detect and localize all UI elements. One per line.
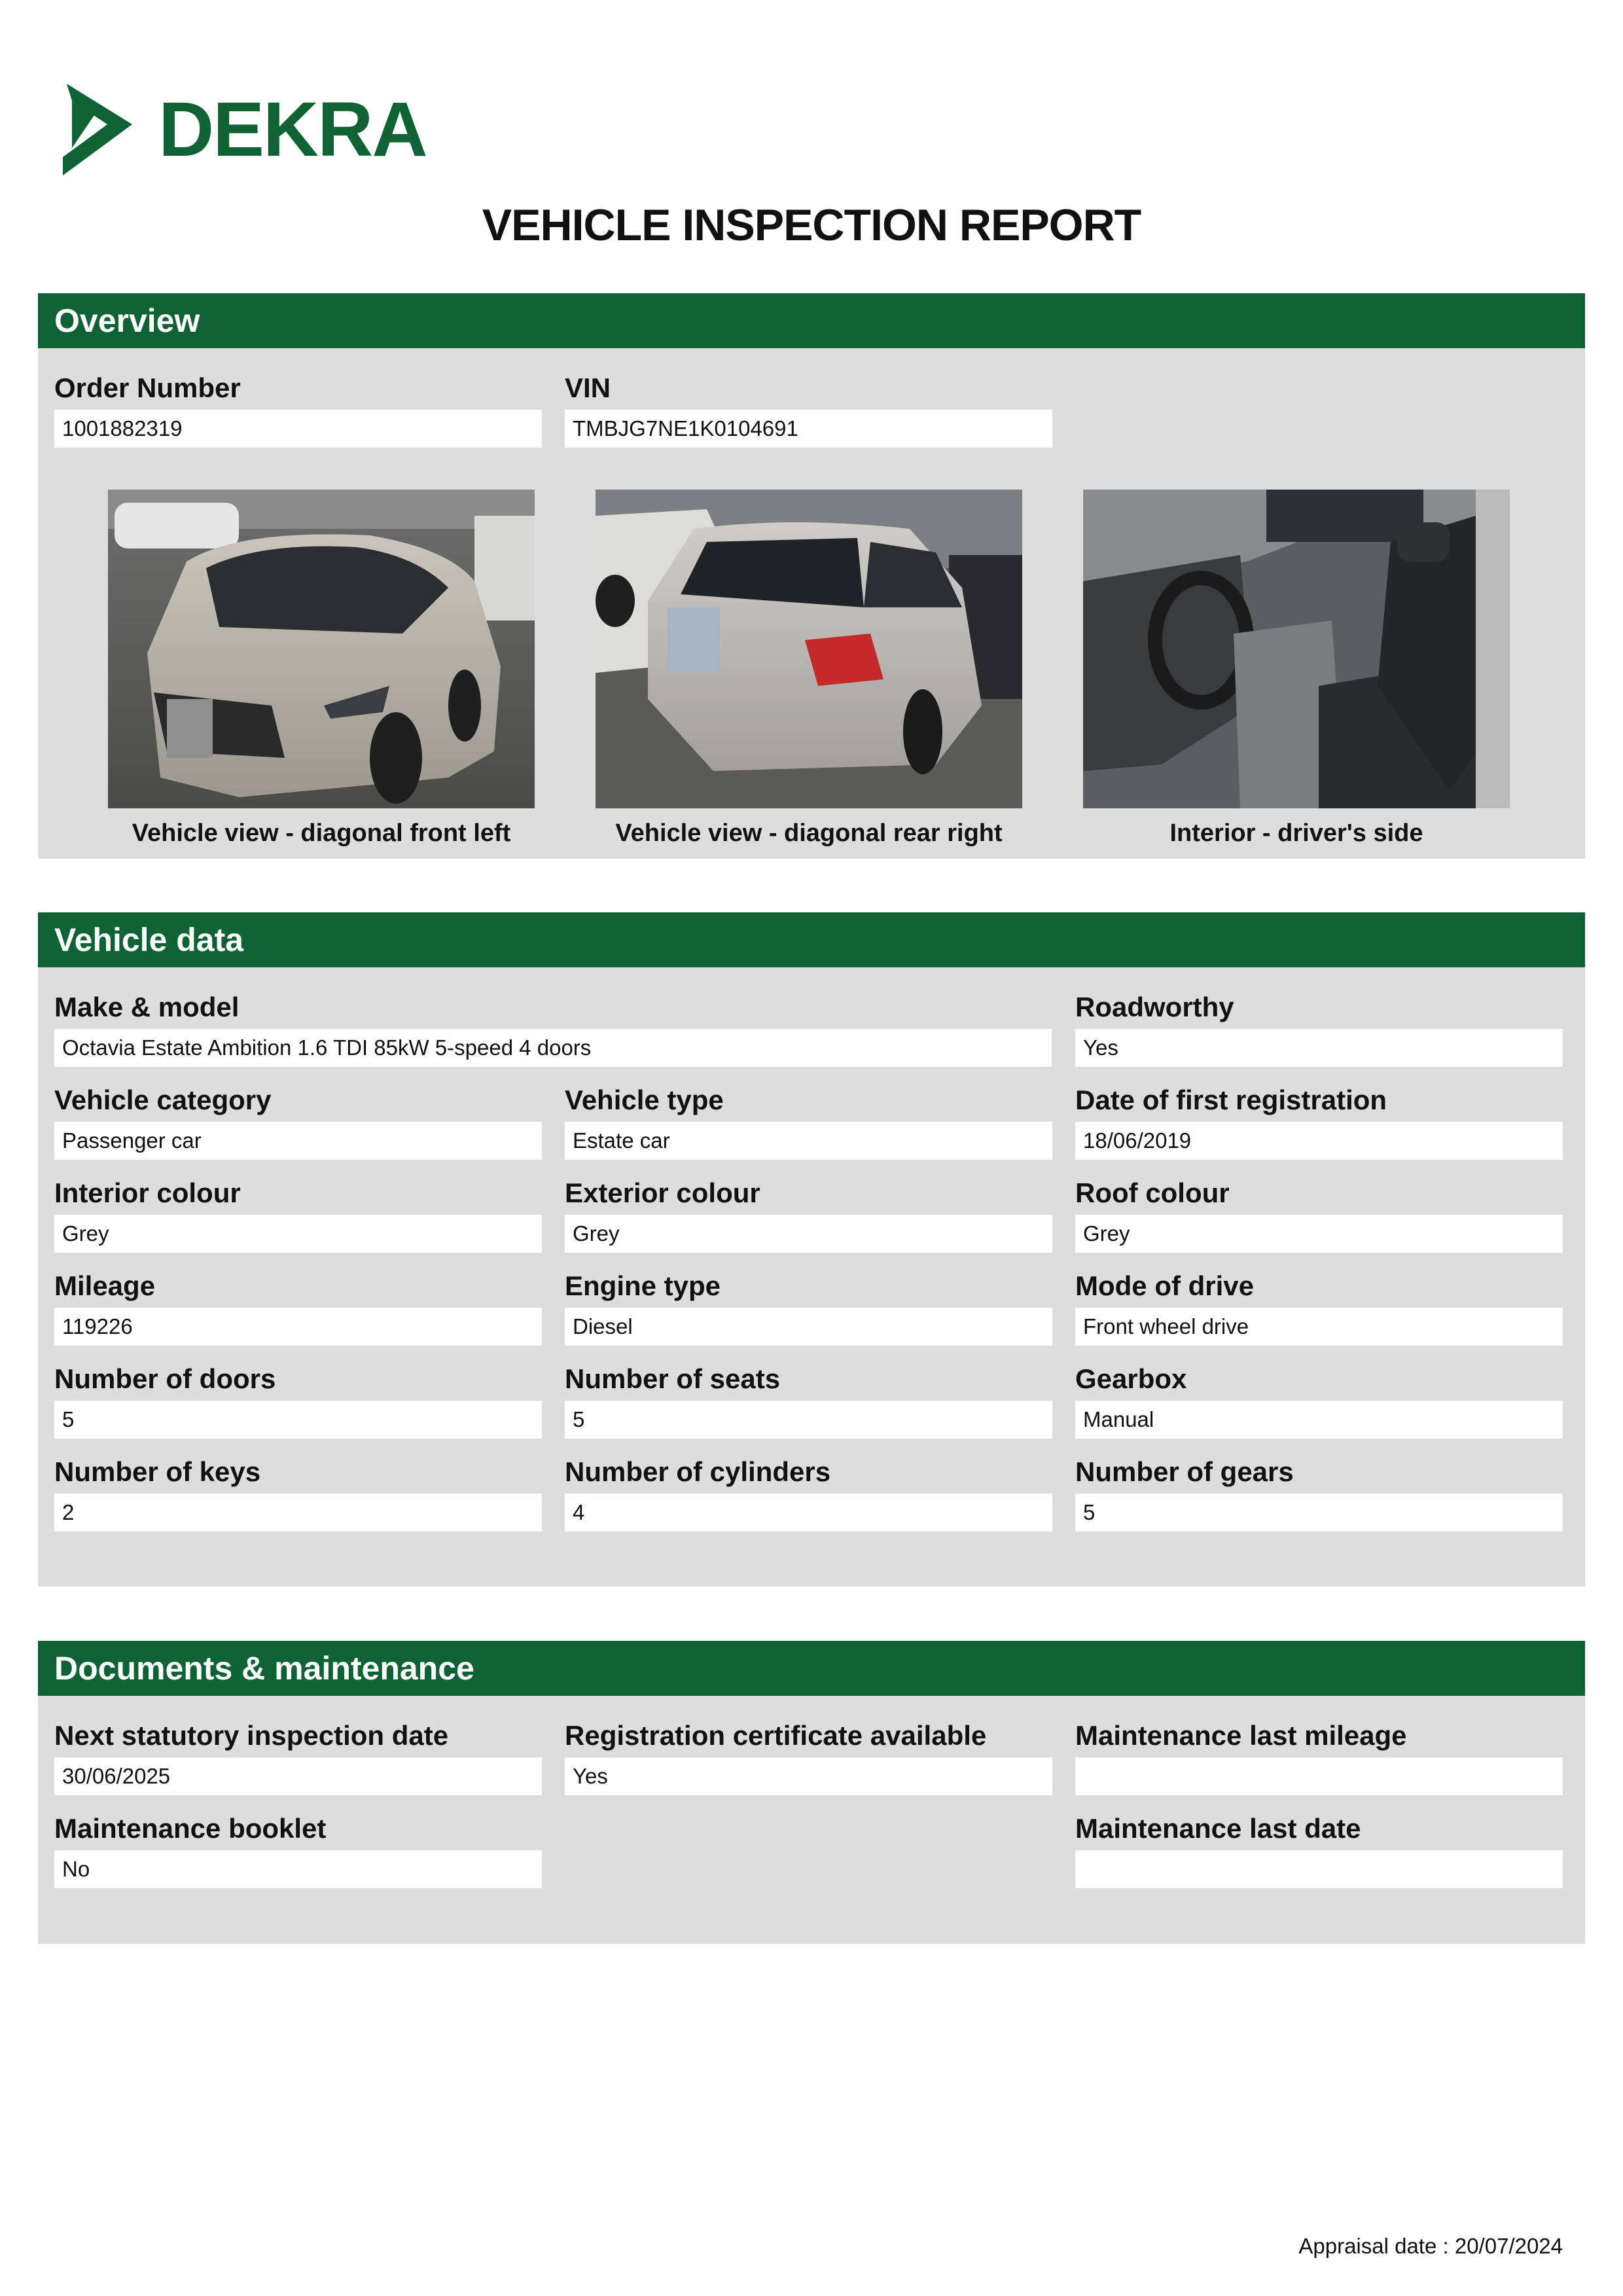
make-model-field [54,991,1052,1067]
field-label: Number of gears [1075,1456,1294,1487]
registration-certificate-field [565,1719,1052,1795]
field-value: 5 [54,1401,542,1439]
field-label: Maintenance booklet [54,1813,327,1844]
dekra-logo [60,84,427,175]
photo-caption: Interior - driver's side [1169,819,1423,847]
photo-rear-right[interactable] [596,490,1022,808]
field-value: Yes [1075,1029,1563,1067]
field-label: Make & model [54,992,240,1022]
number-of-keys-field [54,1456,542,1532]
field-label: Registration certificate available [565,1720,987,1751]
field-value: Grey [54,1215,542,1253]
vin-field [565,372,1052,448]
field-label: Number of seats [565,1363,781,1394]
vehicle-type-field [565,1084,1052,1160]
car-rear-right-image [596,490,1022,808]
photo-front-left[interactable] [108,490,535,808]
field-value: 2 [54,1494,542,1532]
field-value: No [54,1850,542,1888]
field-label: Vehicle category [54,1085,272,1115]
field-value: Front wheel drive [1075,1308,1563,1346]
field-value: 1001882319 [54,410,542,448]
exterior-colour-field [565,1177,1052,1253]
field-value [1075,1757,1563,1795]
logo-text: DEKRA [158,86,427,173]
field-value: Grey [1075,1215,1563,1253]
documents-section [38,1641,1585,1944]
vehicle-data-section [38,912,1585,1587]
next-inspection-field [54,1719,542,1795]
order-number-field [54,372,542,448]
field-label: Gearbox [1075,1363,1187,1394]
field-value: 18/06/2019 [1075,1122,1563,1160]
field-label: Exterior colour [565,1177,760,1208]
field-label: Date of first registration [1075,1085,1387,1115]
field-value: 5 [1075,1494,1563,1532]
field-value: Grey [565,1215,1052,1253]
maintenance-booklet-field [54,1812,542,1888]
number-of-seats-field [565,1363,1052,1439]
field-label: Maintenance last mileage [1075,1720,1407,1751]
photo-caption: Vehicle view - diagonal front left [132,819,511,847]
field-value: Octavia Estate Ambition 1.6 TDI 85kW 5-speed 4 doors [54,1029,1052,1067]
maintenance-last-date-field [1075,1812,1563,1888]
field-value: Yes [565,1757,1052,1795]
field-label: Number of keys [54,1456,261,1487]
field-label: Mileage [54,1270,156,1301]
field-label: Mode of drive [1075,1270,1255,1301]
section-header: Documents & maintenance [38,1641,1585,1696]
section-header: Overview [38,293,1585,348]
section-header: Vehicle data [38,912,1585,967]
field-label: Order Number [54,372,241,403]
number-of-gears-field [1075,1456,1563,1532]
field-label: Roadworthy [1075,992,1234,1022]
maintenance-last-mileage-field [1075,1719,1563,1795]
first-registration-field [1075,1084,1563,1160]
appraisal-date: Appraisal date : 20/07/2024 [1298,2234,1563,2258]
field-label: Number of cylinders [565,1456,831,1487]
car-front-left-image [108,490,535,808]
field-value: Manual [1075,1401,1563,1439]
number-of-doors-field [54,1363,542,1439]
interior-colour-field [54,1177,542,1253]
field-value [1075,1850,1563,1888]
roadworthy-field [1075,991,1563,1067]
field-value: 30/06/2025 [54,1757,542,1795]
field-value: 4 [565,1494,1052,1532]
gearbox-field [1075,1363,1563,1439]
field-value: Passenger car [54,1122,542,1160]
roof-colour-field [1075,1177,1563,1253]
page-title: VEHICLE INSPECTION REPORT [482,200,1141,250]
field-label: Engine type [565,1270,721,1301]
field-value: TMBJG7NE1K0104691 [565,410,1052,448]
mode-of-drive-field [1075,1270,1563,1346]
field-label: Interior colour [54,1177,241,1208]
field-value: 5 [565,1401,1052,1439]
vehicle-category-field [54,1084,542,1160]
field-value: 119226 [54,1308,542,1346]
number-of-cylinders-field [565,1456,1052,1532]
field-label: Vehicle type [565,1085,724,1115]
field-value: Diesel [565,1308,1052,1346]
field-label: Next statutory inspection date [54,1720,449,1751]
field-label: Maintenance last date [1075,1813,1361,1844]
mileage-field [54,1270,542,1346]
field-label: VIN [565,372,611,403]
overview-section [38,293,1585,859]
engine-type-field [565,1270,1052,1346]
field-label: Number of doors [54,1363,276,1394]
dekra-chevron-icon [60,84,139,175]
field-label: Roof colour [1075,1177,1230,1208]
photo-caption: Vehicle view - diagonal rear right [615,819,1003,847]
field-value: Estate car [565,1122,1052,1160]
car-interior-image [1083,490,1510,808]
photo-interior[interactable] [1083,490,1510,808]
